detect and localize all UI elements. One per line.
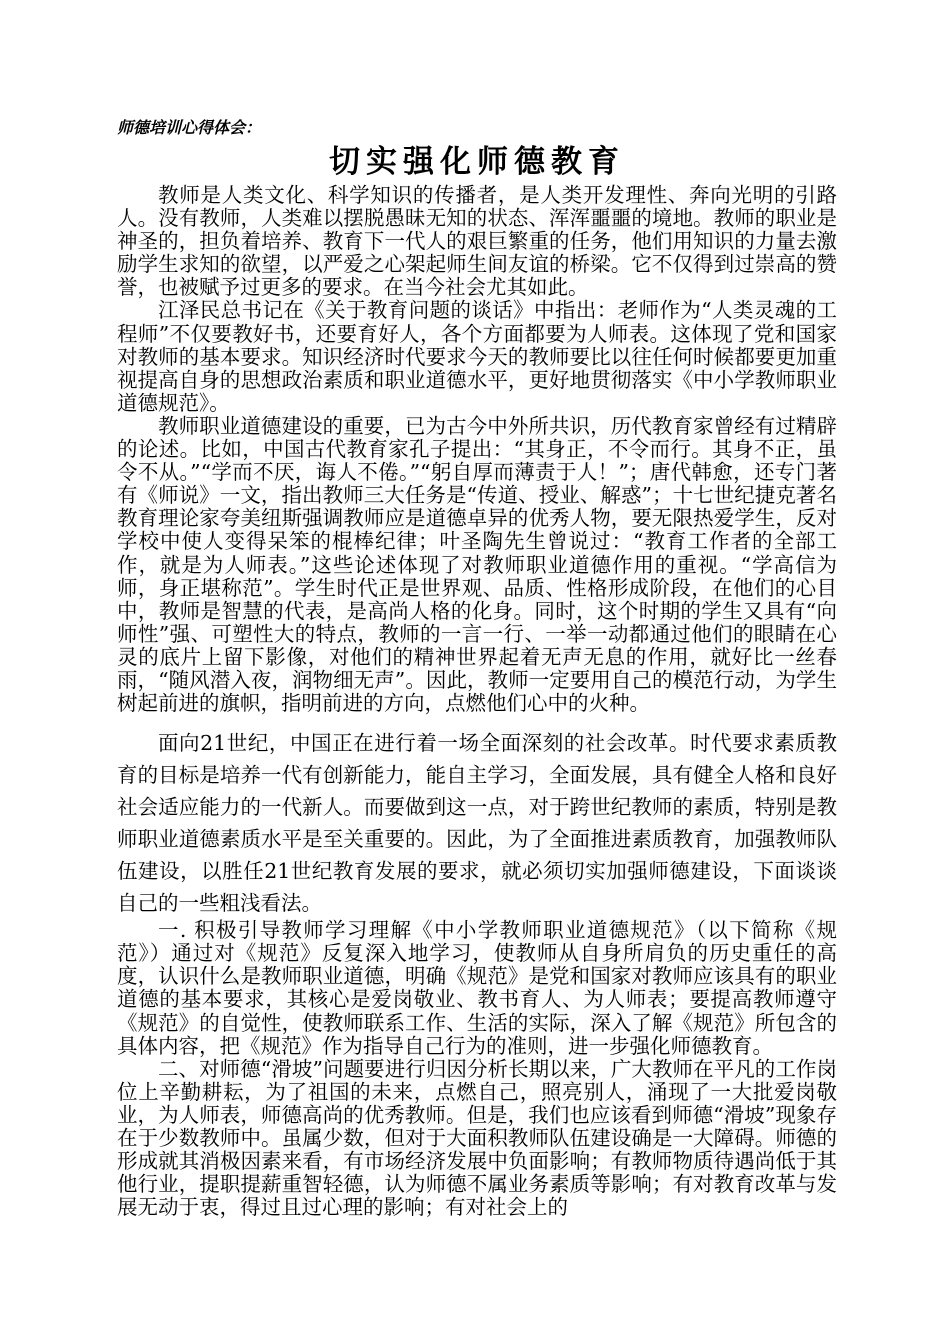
document-subtitle: 师德培训心得体会： xyxy=(117,118,262,137)
paragraph-ethics-importance: 教师职业道德建设的重要，已为古今中外所共识，历代教育家曾经有过精辟的论述。比如，中国古代教育家孔子提出：“其身正，不令而行。其身不正，虽令不从。”“学而不厌，诲人不倦。”“躬自厚而薄责于人！”；唐代韩愈，还专门著有《师说》一文，指出教师三大任务是“传道、授业、解惑”；十七世纪捷克著名教育理论家夸美纽斯强调教师应是道德卓异的优秀人物，要无限热爱学生，反对学校中使人变得呆笨的棍棒纪律；叶圣陶先生曾说过：“教育工作者的全部工作，就是为人师表。”这些论述体现了对教师职业道德作用的重视。“学高信为师，身正堪称范”。学生时代正是世界观、品质、性格形成阶段，在他们的心目中，教师是智慧的代表，是高尚人格的化身。同时，这个时期的学生又具有“向师性”强、可塑性大的特点，教师的一言一行、一举一动都通过他们的眼睛在心灵的底片上留下影像，对他们的精神世界起着无声无息的作用，就好比一丝春雨，“随风潜入夜，润物细无声”。因此，教师一定要用自己的模范行动，为学生树起前进的旗帜，指明前进的方向，点燃他们心中的火种。 xyxy=(117,413,837,716)
paragraph-intro: 教师是人类文化、科学知识的传播者，是人类开发理性、奔向光明的引路人。没有教师，人类难以摆脱愚昧无知的状态、浑浑噩噩的境地。教师的职业是神圣的，担负着培养、教育下一代人的艰巨繁重的任务，他们用知识的力量去激励学生求知的欲望，以严爱之心架起师生间友谊的桥梁。它不仅得到过崇高的赞誉，也被赋予过更多的要求。在当今社会尤其如此。 xyxy=(117,183,837,300)
paragraph-point-two: 二、对师德“滑坡”问题要进行归因分析长期以来，广大教师在平凡的工作岗位上辛勤耕耘，为了祖国的未来，点燃自己，照亮别人，涌现了一大批爱岗敬业，为人师表，师德高尚的优秀教师。但是，我们也应该看到师德“滑坡”现象存在于少数教师中。虽属少数，但对于大面积教师队伍建设确是一大障碍。师德的形成就其消极因素来看，有市场经济发展中负面影响；有教师物质待遇尚低于其他行业，提职提薪重智轻德，认为师德不属业务素质等影响；有对教育改革与发展无动于衷，得过且过心理的影响；有对社会上的 xyxy=(117,1056,837,1220)
document-title: 切实强化师德教育 xyxy=(329,144,625,180)
paragraph-point-one: 一. 积极引导教师学习理解《中小学教师职业道德规范》（以下简称《规范》）通过对《规范》反复深入地学习，使教师从自身所肩负的历史重任的高度，认识什么是教师职业道德，明确《规范》是党和国家对教师应该具有的职业道德的基本要求，其核心是爱岗敬业、教书育人、为人师表；要提高教师遵守《规范》的自觉性，使教师联系工作、生活的实际，深入了解《规范》所包含的具体内容，把《规范》作为指导自己行为的准则，进一步强化师德教育。 xyxy=(117,918,837,1058)
document-page xyxy=(117,116,837,1219)
paragraph-jiang-zemin: 江泽民总书记在《关于教育问题的谈话》中指出：老师作为“人类灵魂的工程师”不仅要教好书，还要育好人，各个方面都要为人师表。这体现了党和国家对教师的基本要求。知识经济时代要求今天的教师要比以往任何时候都要更加重视提高自身的思想政治素质和职业道德水平，更好地贯彻落实《中小学教师职业道德规范》。 xyxy=(117,298,837,415)
paragraph-21st-century: 面向21世纪，中国正在进行着一场全面深刻的社会改革。时代要求素质教育的目标是培养一代有创新能力，能自主学习，全面发展，具有健全人格和良好社会适应能力的一代新人。而要做到这一点，对于跨世纪教师的素质，特别是教师职业道德素质水平是至关重要的。因此，为了全面推进素质教育，加强教师队伍建设，以胜任21世纪教育发展的要求，就必须切实加强师德建设，下面谈谈自己的一些粗浅看法。 xyxy=(117,731,837,916)
